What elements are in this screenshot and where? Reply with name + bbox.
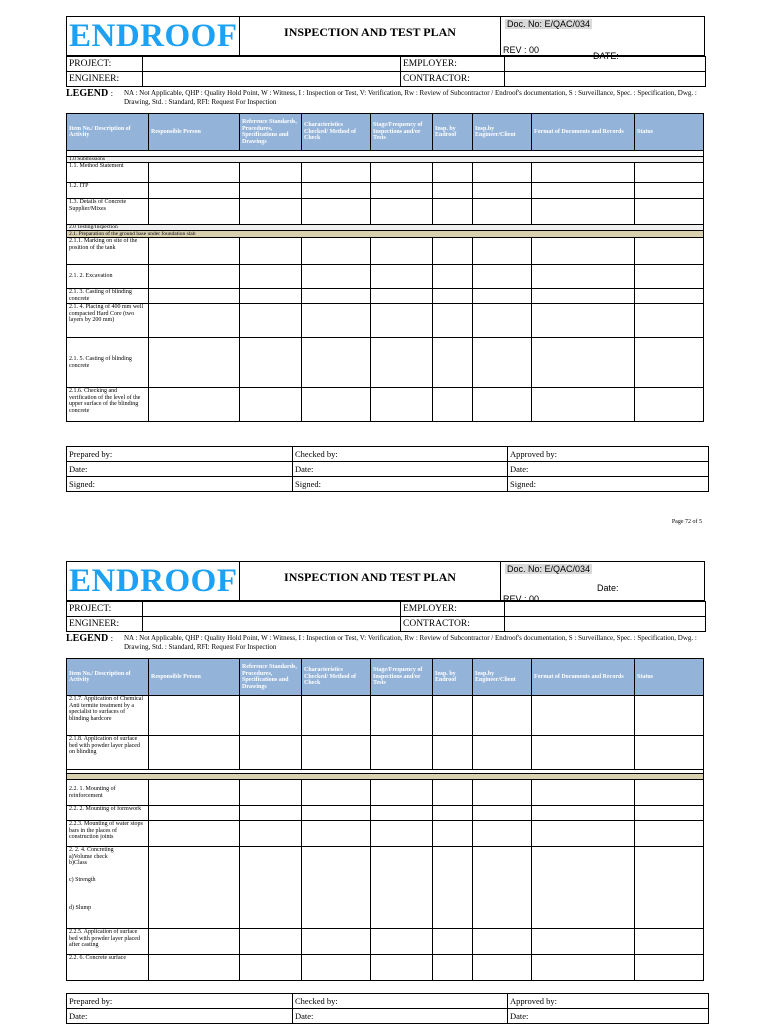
signed-checked: Signed: [293, 477, 508, 492]
checked-by: Checked by: [293, 994, 508, 1009]
document-title: INSPECTION AND TEST PLAN [240, 562, 501, 601]
revision: REV : 00 [503, 45, 540, 55]
legend-label: LEGEND : [66, 633, 113, 644]
col-characteristics: Characteristics Checked/ Method of Check [302, 659, 371, 696]
legend [66, 89, 703, 111]
table-row: 1.1. Method Statement [67, 163, 704, 183]
table-row: 2.1. 3. Casting of blinding concrete [67, 289, 704, 304]
column-header-row [67, 114, 704, 151]
col-item: Item No./ Description of Activity [67, 114, 149, 151]
table-row: 2.1.6. Checking and verification of the level of the upper surface of the blinding concrete [67, 388, 704, 422]
date-prepared: Date: [67, 462, 293, 477]
signature-table [66, 993, 709, 1024]
project-field[interactable] [143, 57, 401, 72]
col-stage: Stage/Frequency of Inspections and/or Tests [371, 114, 433, 151]
table-row: 2.2. 1. Mounting of reinforcement [67, 780, 704, 806]
col-responsible: Responsible Person [149, 114, 240, 151]
doc-number: Doc. No: E/QAC/034 [507, 564, 591, 574]
section-row: 2.0 Testing/Inspection [67, 225, 704, 231]
company-logo: ENDROOF [67, 562, 240, 601]
date-label: DATE: [593, 51, 619, 61]
table-row: 1.3. Details of Concrete Supplier/Mixes [67, 199, 704, 225]
section-row: 2.1. Preparation of the ground base under foundation slab [67, 231, 704, 238]
date-checked: Date: [293, 462, 508, 477]
legend-text: NA : Not Applicable, QHP : Quality Hold Point, W : Witness, I : Inspection or Test, V: Verification, Rw : Review of Subcontractor / Endroof's documentation, S : Surveillance, Spec. : Specification, Dwg. : Drawing, Std. : Standard, RFI: Request For Inspection [124, 634, 697, 651]
col-insp-engineer: Insp.by Engineer/Client [473, 659, 532, 696]
table-row: 2.2. 2. Mounting of formwork [67, 806, 704, 821]
col-status: Status [635, 114, 704, 151]
itp-table [66, 658, 704, 981]
col-status: Status [635, 659, 704, 696]
table-row: 2.1. 5. Casting of blinding concrete [67, 338, 704, 388]
col-format: Format of Documents and Records [532, 114, 635, 151]
table-row [67, 847, 704, 929]
signed-approved: Signed: [508, 477, 709, 492]
date-approved: Date: [508, 462, 709, 477]
doc-number: Doc. No: E/QAC/034 [507, 19, 591, 29]
signed-prepared: Signed: [67, 477, 293, 492]
checked-by: Checked by: [293, 447, 508, 462]
column-header-row [67, 659, 704, 696]
engineer-field[interactable] [143, 72, 401, 87]
col-insp-endroof: Insp. by Endroof [433, 659, 473, 696]
engineer-label: ENGINEER: [67, 72, 143, 87]
prepared-by: Prepared by: [67, 994, 293, 1009]
table-row: 1.2. ITP [67, 183, 704, 199]
doc-meta [501, 562, 705, 604]
col-format: Format of Documents and Records [532, 659, 635, 696]
contractor-field[interactable] [505, 72, 706, 87]
project-info [66, 601, 706, 632]
revision: REV : 00 [503, 594, 540, 604]
document-page-1 [66, 16, 703, 492]
project-field[interactable] [143, 602, 401, 617]
date-label: Date: [597, 583, 619, 593]
approved-by: Approved by: [508, 994, 709, 1009]
legend [66, 634, 703, 656]
table-row: 2.1.7. Application of Chemical Anti termite treatment by a specialist to surfaces of blinding hardcore [67, 696, 704, 736]
itp-table [66, 113, 704, 422]
col-insp-engineer: Insp.by Engineer/Client [473, 114, 532, 151]
col-stage: Stage/Frequency of Inspections and/or Tests [371, 659, 433, 696]
document-page-2 [66, 561, 703, 1024]
engineer-label: ENGINEER: [67, 617, 143, 632]
engineer-field[interactable] [143, 617, 401, 632]
approved-by: Approved by: [508, 447, 709, 462]
project-label: PROJECT: [67, 57, 143, 72]
section-row: 1.0 Submissions [67, 157, 704, 163]
company-logo: ENDROOF [67, 17, 240, 56]
table-row: 2.1. 2. Excavation [67, 265, 704, 289]
project-label: PROJECT: [67, 602, 143, 617]
employer-label: EMPLOYER: [401, 602, 505, 617]
date-approved: Date: [508, 1009, 709, 1024]
signature-table [66, 446, 709, 492]
table-row: 2.1.1. Marking on site of the position of the tank [67, 238, 704, 265]
table-row: 2.2.3. Mounting of water stops bars in the places of construction joints [67, 821, 704, 847]
col-reference: Reference Standards, Procedures, Specifications and Drawings [240, 114, 302, 151]
table-row: 2.2. 6. Concrete surface [67, 955, 704, 981]
table-row: 2.1.8. Application of surface bed with powder layer placed on blinding [67, 736, 704, 770]
contractor-label: CONTRACTOR: [401, 617, 505, 632]
date-prepared: Date: [67, 1009, 293, 1024]
col-insp-endroof: Insp. by Endroof [433, 114, 473, 151]
header-table [66, 16, 705, 61]
employer-label: EMPLOYER: [401, 57, 505, 72]
col-responsible: Responsible Person [149, 659, 240, 696]
document-title: INSPECTION AND TEST PLAN [240, 17, 501, 56]
table-row: 2.1. 4. Placing of 400 mm well compacted Hard Core (two layers by 200 mm) [67, 304, 704, 338]
contractor-label: CONTRACTOR: [401, 72, 505, 87]
legend-text: NA : Not Applicable, QHP : Quality Hold Point, W : Witness, I : Inspection or Test, V: Verification, Rw : Review of Subcontractor / Endroof's documentation, S : Surveillance, Spec. : Specification, Dwg. : Drawing, Std. : Standard, RFI: Request For Inspection [124, 89, 697, 106]
doc-meta [501, 17, 705, 61]
concreting-cell: 2. 2. 4. Concreting a)Volume check b)Class c) Strength d) Slump [67, 847, 149, 929]
col-characteristics: Characteristics Checked/ Method of Check [302, 114, 371, 151]
col-reference: Reference Standards, Procedures, Specifications and Drawings [240, 659, 302, 696]
header-table [66, 561, 705, 604]
prepared-by: Prepared by: [67, 447, 293, 462]
col-item: Item No./ Description of Activity [67, 659, 149, 696]
legend-label: LEGEND : [66, 88, 113, 99]
date-checked: Date: [293, 1009, 508, 1024]
table-row: 2.2.5. Application of surface bed with powder layer placed after casting [67, 929, 704, 955]
contractor-field[interactable] [505, 617, 706, 632]
page-number: Page 72 of 5 [671, 519, 702, 525]
